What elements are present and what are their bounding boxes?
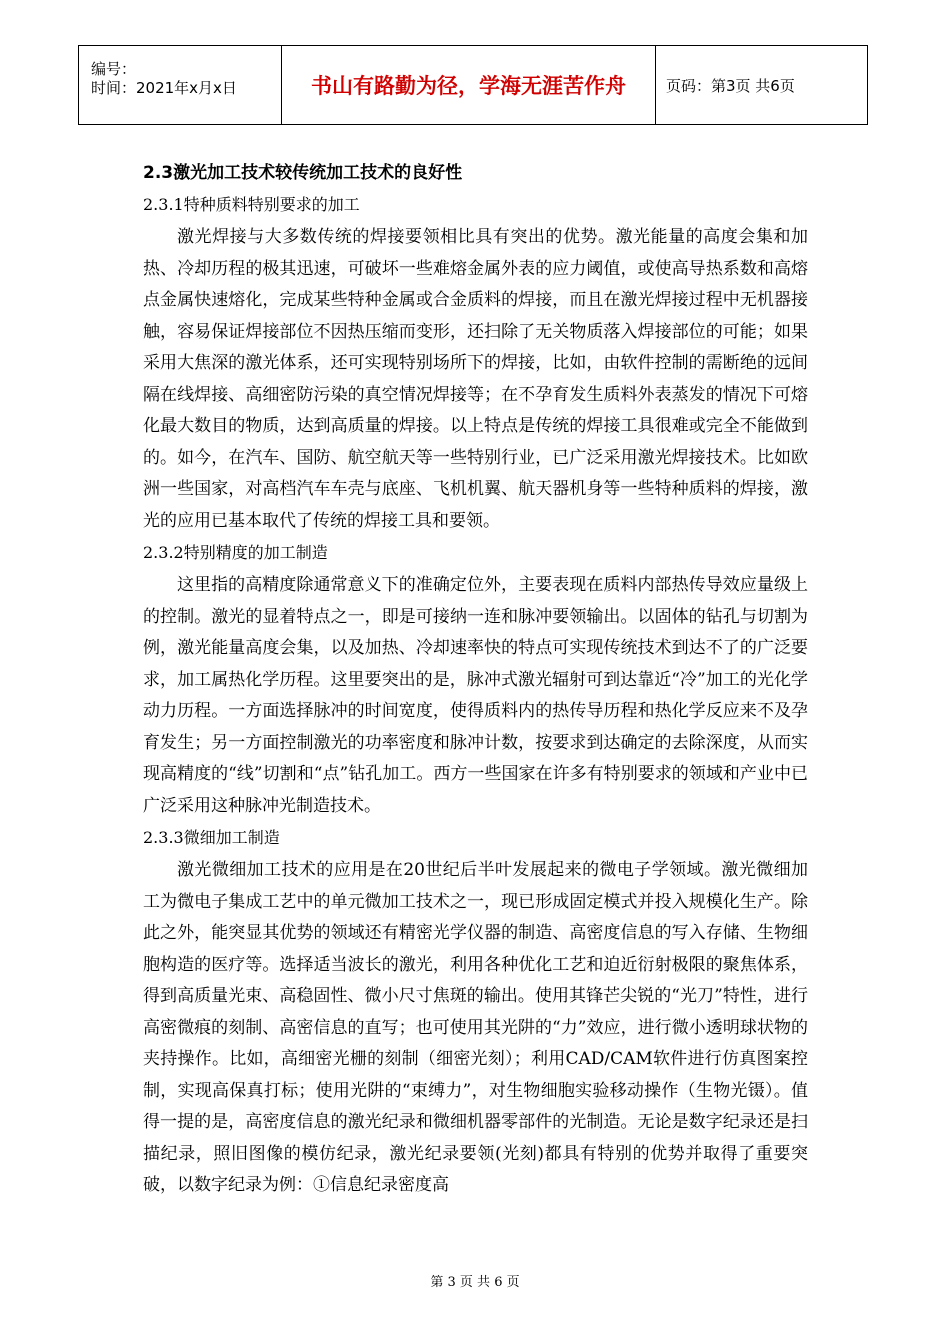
- document-body: [143, 160, 808, 1205]
- page-footer: 第 3 页 共 6 页: [430, 1275, 520, 1290]
- subsection-title-2: 2.3.2特别精度的加工制造: [143, 543, 328, 562]
- document-header: [78, 45, 868, 125]
- subsection-title-3: 2.3.3微细加工制造: [143, 828, 280, 847]
- header-left-cell: [79, 46, 282, 124]
- subsection-title-1: 2.3.1特种质料特别要求的加工: [143, 195, 360, 214]
- paragraph-1: 激光焊接与大多数传统的焊接要领相比具有突出的优势。激光能量的高度会集和加热、冷却历程的极其迅速，可破坏一些难熔金属外表的应力阈值，或使高导热系数和高熔点金属快速熔化，完成某些特种金属或合金质料的焊接，而且在激光焊接过程中无机器接触，容易保证焊接部位不因热压缩而变形，还扫除了无关物质落入焊接部位的可能；如果采用大焦深的激光体系，还可实现特别场所下的焊接，比如，由软件控制的需断绝的远间隔在线焊接、高细密防污染的真空情况焊接等；在不孕育发生质料外表蒸发的情况下可熔化最大数目的物质，达到高质量的焊接。以上特点是传统的焊接工具很难或完全不能做到的。如今，在汽车、国防、航空航天等一些特别行业，已广泛采用激光焊接技术。比如欧洲一些国家，对高档汽车车壳与底座、飞机机翼、航天器机身等一些特种质料的焊接，激光的应用已基本取代了传统的焊接工具和要领。: [143, 227, 808, 531]
- header-page-info: 页码：第3页 共6页: [666, 76, 795, 95]
- paragraph-2: 这里指的高精度除通常意义下的准确定位外，主要表现在质料内部热传导效应量级上的控制。激光的显着特点之一，即是可接纳一连和脉冲要领输出。以固体的钻孔与切割为例，激光能量高度会集，以及加热、冷却速率快的特点可实现传统技术到达不了的广泛要求，加工属热化学历程。这里要突出的是，脉冲式激光辐射可到达靠近“冷”加工的光化学动力历程。一方面选择脉冲的时间宽度，使得质料内的热传导历程和热化学反应来不及孕育发生；另一方面控制激光的功率密度和脉冲计数，按要求到达确定的去除深度，从而实现高精度的“线”切割和“点”钻孔加工。西方一些国家在许多有特别要求的领域和产业中已广泛采用这种脉冲光制造技术。: [143, 575, 808, 816]
- header-motto: 书山有路勤为径，学海无涯苦作舟: [282, 46, 656, 124]
- date-label: 时间：2021年x月x日: [91, 79, 237, 97]
- section-title: 2.3激光加工技术较传统加工技术的良好性: [143, 163, 463, 183]
- code-label: 编号：: [91, 60, 137, 78]
- paragraph-3: 激光微细加工技术的应用是在20世纪后半叶发展起来的微电子学领域。激光微细加工为微电子集成工艺中的单元微加工技术之一，现已形成固定模式并投入规模化生产。除此之外，能突显其优势的领域还有精密光学仪器的制造、高密度信息的写入存储、生物细胞构造的医疗等。选择适当波长的激光，利用各种优化工艺和迫近衍射极限的聚焦体系，得到高质量光束、高稳固性、微小尺寸焦斑的输出。使用其锋芒尖锐的“光刀”特性，进行高密微痕的刻制、高密信息的直写；也可使用其光阱的“力”效应，进行微小透明球状物的夹持操作。比如，高细密光栅的刻制（细密光刻）；利用CAD/CAM软件进行仿真图案控制，实现高保真打标；使用光阱的“束缚力”，对生物细胞实验移动操作（生物光镊）。值得一提的是，高密度信息的激光纪录和微细机器零部件的光制造。无论是数字纪录还是扫描纪录，照旧图像的模仿纪录，激光纪录要领(光刻)都具有特别的优势并取得了重要突破，以数字纪录为例：①信息纪录密度高: [143, 860, 808, 1195]
